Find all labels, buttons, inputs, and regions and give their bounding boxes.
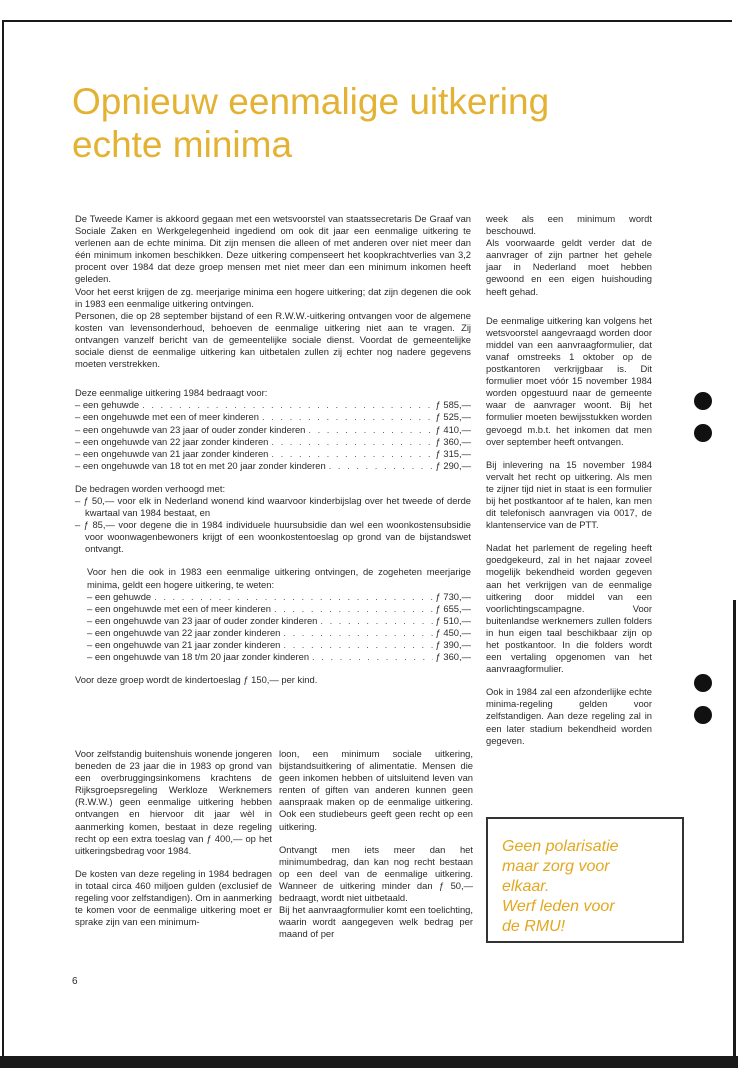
multi-amount-row	[87, 651, 471, 663]
amount-value: ƒ 390,—	[435, 639, 471, 650]
bottom-left-column	[75, 748, 272, 928]
amount-label: – een ongehuwde met een of meer kinderen	[87, 602, 271, 614]
right-paragraph: Ook in 1984 zal een afzonderlijke echte minima-regeling gelden voor zelfstandigen. Aan deze regeling zal in een later stadium bekendheid worden gegeven.	[486, 686, 652, 746]
page-left-edge	[2, 20, 4, 1060]
amount-row	[75, 399, 471, 411]
amount-row	[75, 411, 471, 423]
page-bottom-edge	[0, 1056, 738, 1068]
amount-row	[75, 436, 471, 448]
callout-line: elkaar.	[502, 878, 550, 895]
bottom-paragraph: loon, een minimum sociale uitkering, bijstandsuitkering of alimentatie. Mensen die geen inkomen hebben of uitsluitend leven van renten of giften van anderen kunnen geen aanspraak maken op de eenmalige uitkering. Ook een studiebeurs geeft geen recht op een uitkering.	[279, 748, 473, 832]
multi-year-intro: Voor hen die ook in 1983 een eenmalige uitkering ontvingen, de zogeheten meerjarige minima, geldt een hogere uitkering, te weten:	[87, 566, 471, 590]
right-column	[486, 213, 652, 747]
amount-label: – een ongehuwde van 21 jaar zonder kinderen	[87, 639, 281, 650]
increase-item: – ƒ 50,— voor elk in Nederland wonend kind waarvoor kinderbijslag over het tweede of derde kwartaal van 1984 bestaat, en	[75, 494, 471, 519]
amount-value: ƒ 525,—	[435, 411, 471, 423]
intro-paragraph: Personen, die op 28 september bijstand of een R.W.W.-uitkering ontvangen voor de algemene kosten van levensonderhoud, behoeven de eenmalige uitkering niet aan te vragen. Zij ontvangen vanzelf bericht van de gemeentelijke sociale dienst. Voordat de gemeentelijke sociale dienst de eenmalige uitkering kan uitbetalen zullen zij echter nog nadere gegevens moeten verstrekken.	[75, 309, 471, 370]
amount-label: – een ongehuwde van 18 t/m 20 jaar zonder kinderen	[87, 651, 310, 663]
amount-label: – een ongehuwde van 18 tot en met 20 jaar zonder kinderen	[75, 459, 326, 471]
page-number: 6	[72, 976, 78, 987]
right-paragraph: Als voorwaarde geldt verder dat de aanvrager of zijn partner het gehele jaar in Nederland moet hebben gewoond en een eigen huishouding heeft gehad.	[486, 237, 652, 297]
binder-hole-icon	[694, 674, 712, 692]
bottom-paragraph: Ontvangt men iets meer dan het minimumbedrag, dan kan nog recht bestaan op een deel van de eenmalige uitkering. Wanneer de uitkering minder dan ƒ 50,— bedraagt, wordt niet uitbetaald.	[279, 843, 473, 904]
main-column	[75, 213, 471, 686]
binder-hole-icon	[694, 424, 712, 442]
amount-label: – een ongehuwde van 23 jaar of ouder zonder kinderen	[75, 423, 306, 435]
amount-row	[75, 460, 471, 472]
right-paragraph: week als een minimum wordt beschouwd.	[486, 213, 652, 237]
amount-value: ƒ 730,—	[435, 590, 471, 602]
callout-line: maar zorg voor	[502, 858, 610, 875]
amount-row	[75, 448, 471, 460]
amount-label: – een ongehuwde van 23 jaar of ouder zonder kinderen	[87, 614, 318, 626]
amount-value: ƒ 450,—	[435, 626, 471, 638]
right-paragraph: Nadat het parlement de regeling heeft goedgekeurd, zal in het najaar zoveel mogelijk bekendheid worden gegeven aan het verkrijgen van de eenmalige uitkering door middel van een voorlichtingscampagne. Voor buitenlandse werknemers zullen folders in hun eigen taal beschikbaar zijn op het postkantoor. In die folders wordt een vertaling opgenomen van het aanvraagformulier.	[486, 542, 652, 675]
amount-label: – een gehuwde	[75, 399, 140, 411]
binder-hole-icon	[694, 392, 712, 410]
amount-label: – een gehuwde	[87, 590, 152, 602]
callout-line: Geen polarisatie	[502, 838, 619, 855]
increase-item: – ƒ 85,— voor degene die in 1984 individuele huursubsidie dan wel een woonkostensubsidie voor woonwagenbewoners krijgt of een woonkostentoeslag op grond van de bijstandswet ontvangt.	[75, 519, 471, 555]
amount-value: ƒ 360,—	[435, 651, 471, 663]
amount-value: ƒ 315,—	[435, 447, 471, 459]
bottom-paragraph: De kosten van deze regeling in 1984 bedragen in totaal circa 460 miljoen gulden (exclusief de regeling voor zelfstandigen). Om in aanmerking te komen voor de eenmalige uitkering moet er sprake zijn van een minimum-	[75, 867, 272, 928]
rmu-callout-box	[486, 817, 684, 943]
amount-label: – een ongehuwde met een of meer kinderen	[75, 411, 259, 423]
multi-amount-row	[87, 603, 471, 615]
right-paragraph: De eenmalige uitkering kan volgens het wetsvoorstel aangevraagd worden door middel van een aanvraagformulier, dat vanaf omstreeks 1 oktober op de postkantoren verkrijgbaar is. Dit formulier moet vóór 15 november 1984 worden opgestuurd naar de gemeente waar de aanvrager woont. Bij het formulier moeten bewijsstukken worden gevoegd m.b.t. het inkomen dat men over september heeft ontvangen.	[486, 314, 652, 447]
multi-amount-row	[87, 591, 471, 603]
amount-row	[75, 424, 471, 436]
amount-label: – een ongehuwde van 22 jaar zonder kinderen	[75, 435, 269, 447]
amount-value: ƒ 360,—	[435, 435, 471, 447]
amounts-list	[75, 399, 471, 472]
intro-paragraph: Voor het eerst krijgen de zg. meerjarige minima een hogere uitkering; dat zijn degenen die ook in 1983 een eenmalige uitkering ontvingen.	[75, 285, 471, 309]
multi-amount-row	[87, 639, 471, 651]
page-right-edge	[733, 600, 736, 1060]
multi-amount-row	[87, 615, 471, 627]
bottom-middle-column	[279, 748, 473, 940]
callout-line: Werf leden voor	[502, 898, 615, 915]
multi-amount-row	[87, 627, 471, 639]
amount-value: ƒ 290,—	[435, 459, 471, 471]
amount-value: ƒ 510,—	[435, 614, 471, 626]
child-allowance-note: Voor deze groep wordt de kindertoeslag ƒ 150,— per kind.	[75, 674, 318, 686]
increase-intro: De bedragen worden verhoogd met:	[75, 482, 226, 494]
bottom-paragraph: Voor zelfstandig buitenshuis wonende jongeren beneden de 23 jaar die in 1983 op grond van een overbruggingsinkomens krachtens de Rijksgroepsregeling Werkloze Werknemers (R.W.W.) geen eenmalige uitkering hebben ontvangen en hiervoor dit jaar wèl in aanmerking komen, bestaat in deze regeling recht op een extra toeslag van ƒ 400,— op het uitkeringsbedrag voor 1984.	[75, 748, 272, 856]
amount-label: – een ongehuwde van 22 jaar zonder kinderen	[87, 626, 281, 638]
callout-line: de RMU!	[502, 918, 566, 935]
amount-value: ƒ 585,—	[435, 399, 471, 411]
article-title: Opnieuw eenmalige uitkering echte minima	[72, 81, 550, 165]
multi-year-section	[75, 566, 471, 663]
right-paragraph: Bij inlevering na 15 november 1984 vervalt het recht op uitkering. Als men te zijner tijd niet in staat is een formulier bij het postkantoor af te halen, kan men dit telefonisch aanvragen via 0017, de klantenservice van de PTT.	[486, 458, 652, 531]
intro-paragraph: De Tweede Kamer is akkoord gegaan met een wetsvoorstel van staatssecretaris De Graaf van Sociale Zaken en Werkgelegenheid ingediend om ook dit jaar een eenmalige uitkering te verlenen aan de echte minima. Dit zijn mensen die alleen of met anderen over niet meer dan één minimum inkomen beschikken. Deze uitkering compenseert het koopkrachtverlies van 3,2 procent over 1984 dat deze groep mensen met niet meer dan een minimum inkomen heeft geleden.	[75, 213, 471, 285]
amount-label: – een ongehuwde van 21 jaar zonder kinderen	[75, 447, 269, 459]
amounts-intro: Deze eenmalige uitkering 1984 bedraagt voor:	[75, 387, 268, 399]
binder-hole-icon	[694, 706, 712, 724]
amount-value: ƒ 410,—	[435, 423, 471, 435]
bottom-paragraph: Bij het aanvraagformulier komt een toelichting, waarin wordt aangegeven welk bedrag per maand of per	[279, 904, 473, 940]
amount-value: ƒ 655,—	[435, 602, 471, 614]
